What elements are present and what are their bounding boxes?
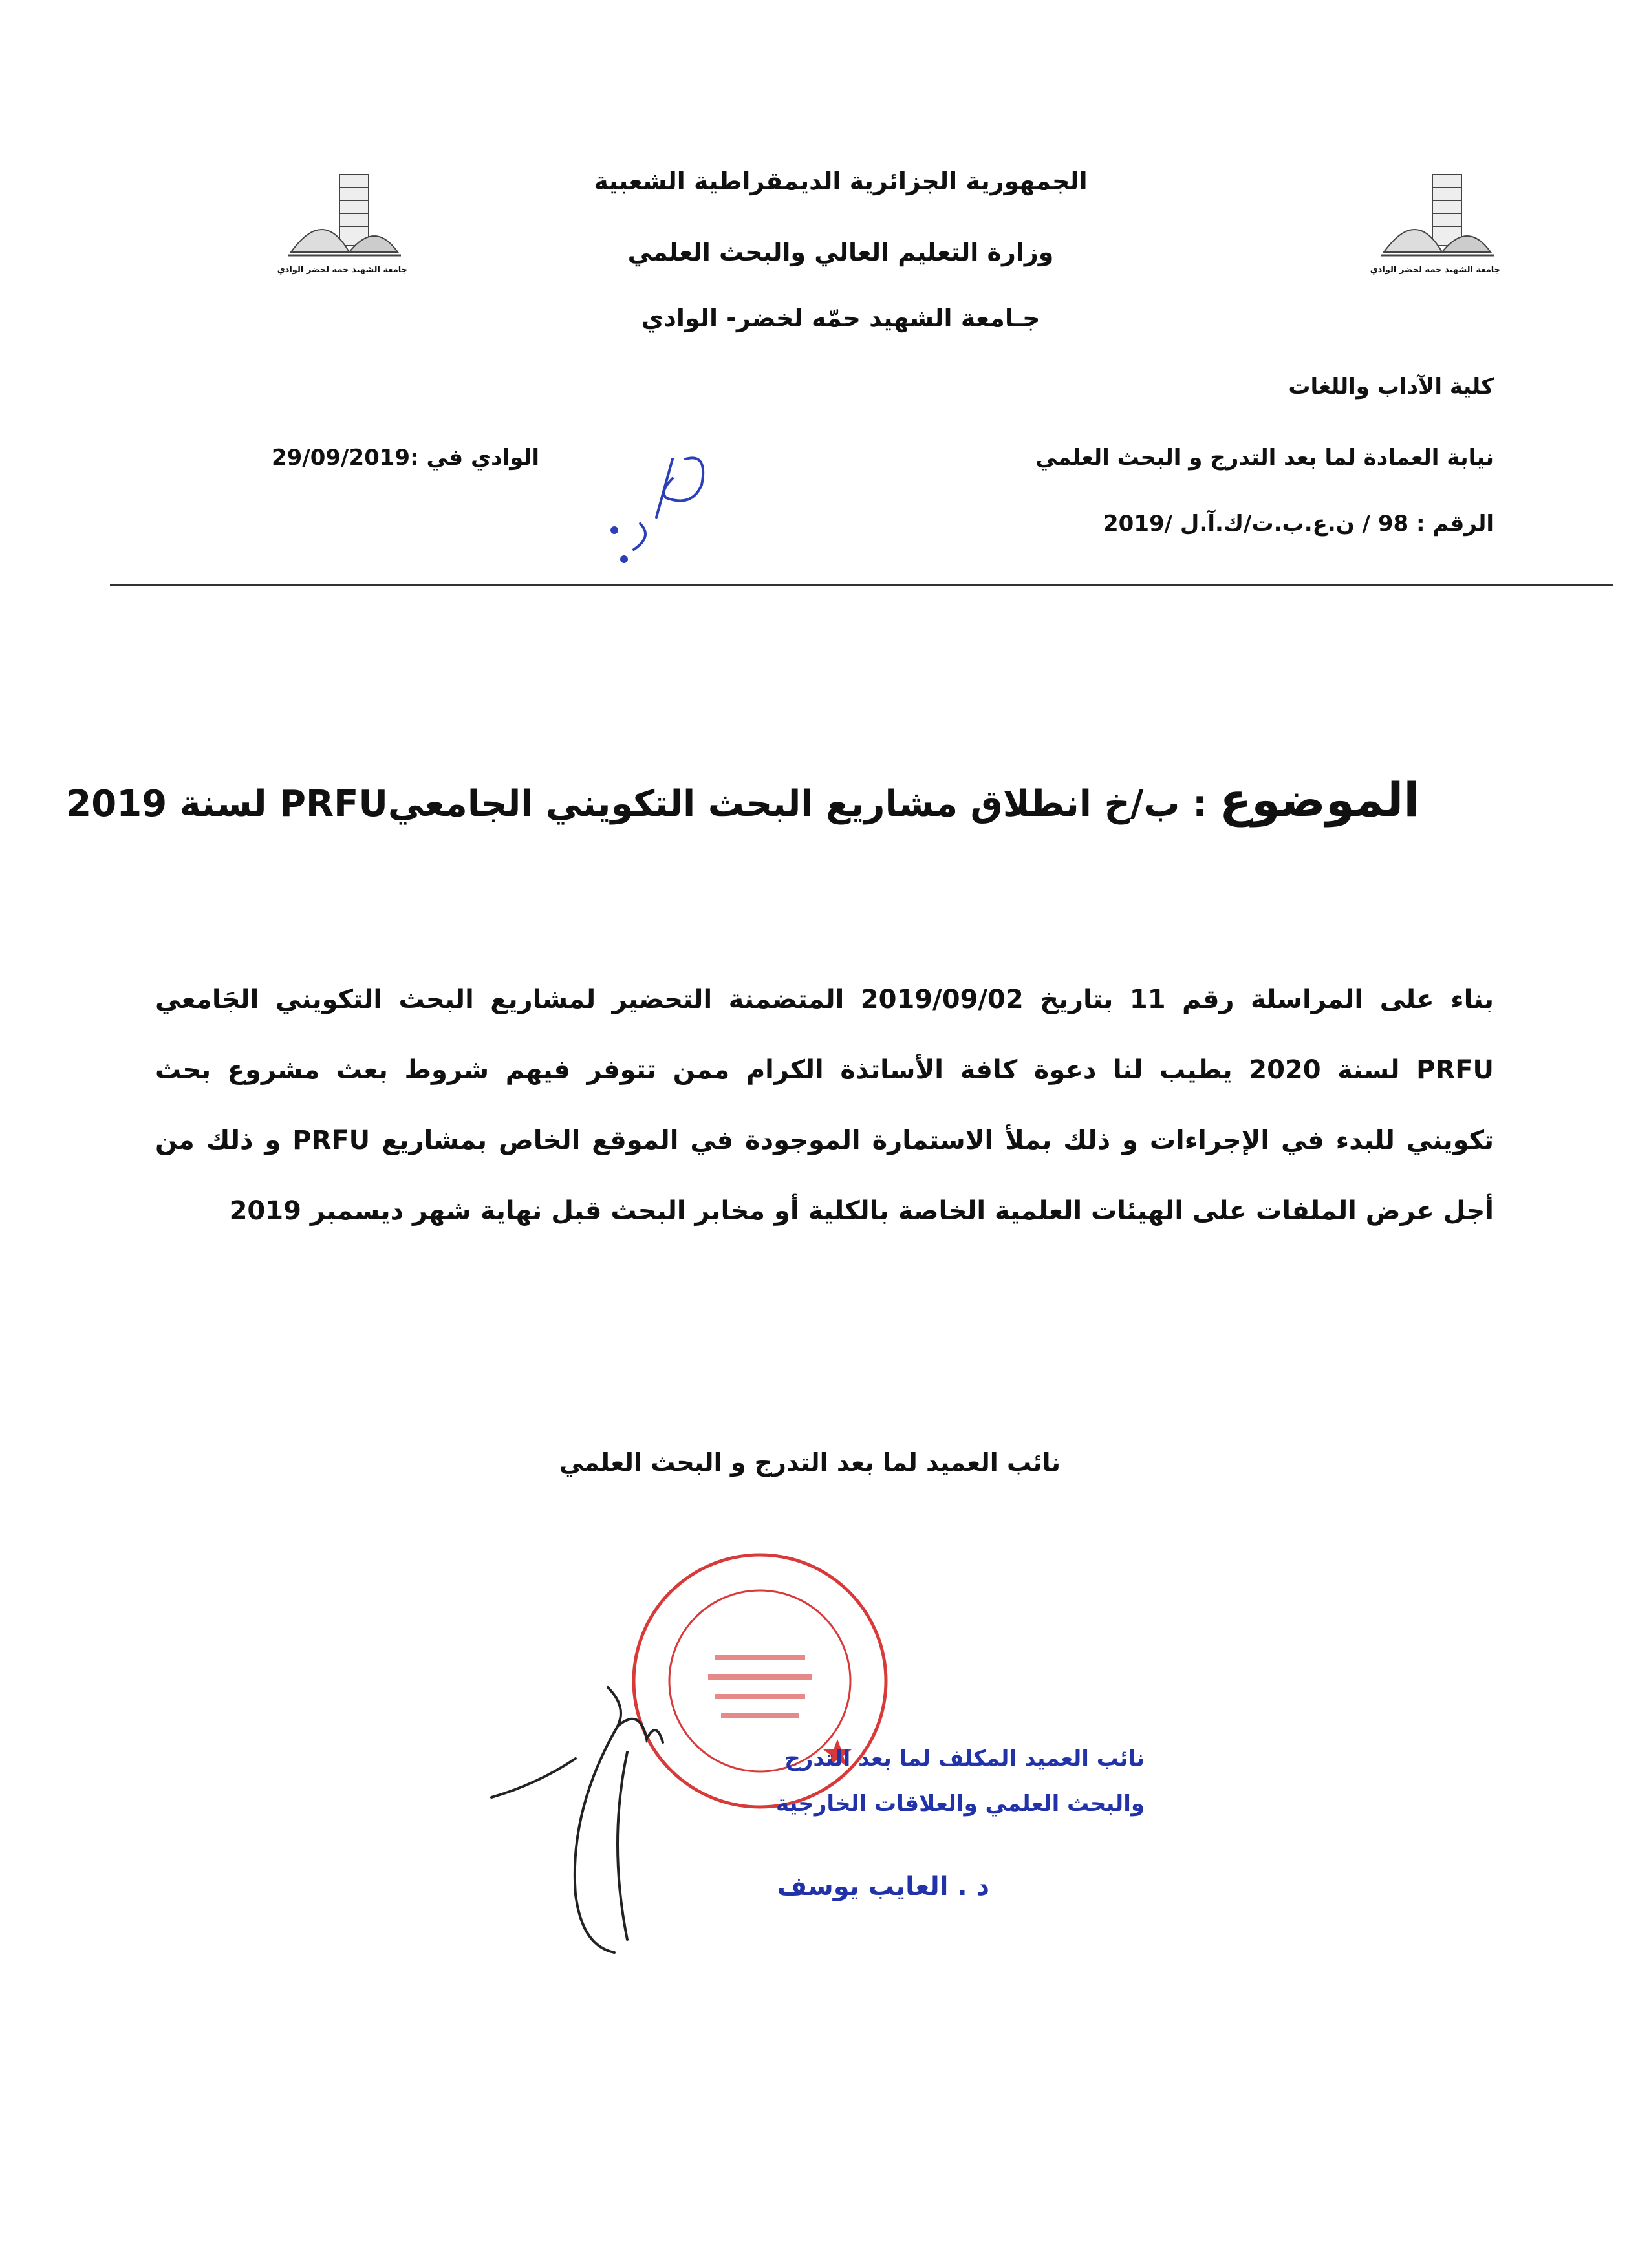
subject-text: : ب/خ انطلاق مشاريع البحث التكويني الجامعيPRFU لسنة 2019 (66, 783, 1207, 825)
stamp-line-1: نائب العميد المكلف لما بعد التدرج (784, 1746, 1145, 1771)
signature-title: نائب العميد لما بعد التدرج و البحث العلمي (559, 1448, 1061, 1477)
subject-line (66, 773, 1419, 827)
body-line-2: PRFU لسنة 2020 يطيب لنا دعوة كافة الأساتذة الكرام ممن تتوفر فيهم شروط بعث مشروع بحث (155, 1055, 1494, 1085)
body-line-1: بناء على المراسلة رقم 11 بتاريخ 2019/09/02 المتضمنة التحضير لمشاريع البحث التكويني الجَامعي (155, 985, 1494, 1014)
office-name: نيابة العمادة لما بعد التدرج و البحث العلمي (1035, 445, 1494, 471)
stamp-name: د . العايب يوسف (777, 1872, 989, 1901)
body-line-3: تكويني للبدء في الإجراءات و ذلك بملأ الاستمارة الموجودة في الموقع الخاص بمشاريع PRFU و ذلك من (155, 1126, 1494, 1155)
handwritten-initials (595, 446, 731, 572)
city-date: الوادي في :29/09/2019 (272, 445, 540, 471)
logo-caption-right: جامعة الشهيد حمه لخضر الوادي (1370, 265, 1500, 275)
header-ministry: وزارة التعليم العالي والبحث العلمي (627, 238, 1054, 266)
university-logo-left (278, 168, 407, 291)
logo-caption-left: جامعة الشهيد حمه لخضر الوادي (277, 265, 407, 275)
letter-body (155, 965, 1494, 1246)
faculty-name: كلية الآداب واللغات (1288, 374, 1494, 400)
header-republic: الجمهورية الجزائرية الديمقراطية الشعبية (594, 167, 1088, 195)
header-divider (110, 584, 1613, 586)
header-university: جـامعة الشهيد حمّه لخضر- الوادي (641, 304, 1040, 332)
subject-lead: الموضوع (1219, 773, 1419, 827)
stamp-line-2: والبحث العلمي والعلاقات الخارجية (775, 1791, 1145, 1817)
university-logo-right (1371, 168, 1500, 291)
reference-number: الرقم : 98 / ن.ع.ب.ت/ك.آ.ل /2019 (1103, 511, 1494, 537)
handwritten-signature (479, 1681, 750, 1959)
body-line-4: أجل عرض الملفات على الهيئات العلمية الخاصة بالكلية أو مخابر البحث قبل نهاية شهر ديسمبر 2019 (229, 1196, 1494, 1226)
